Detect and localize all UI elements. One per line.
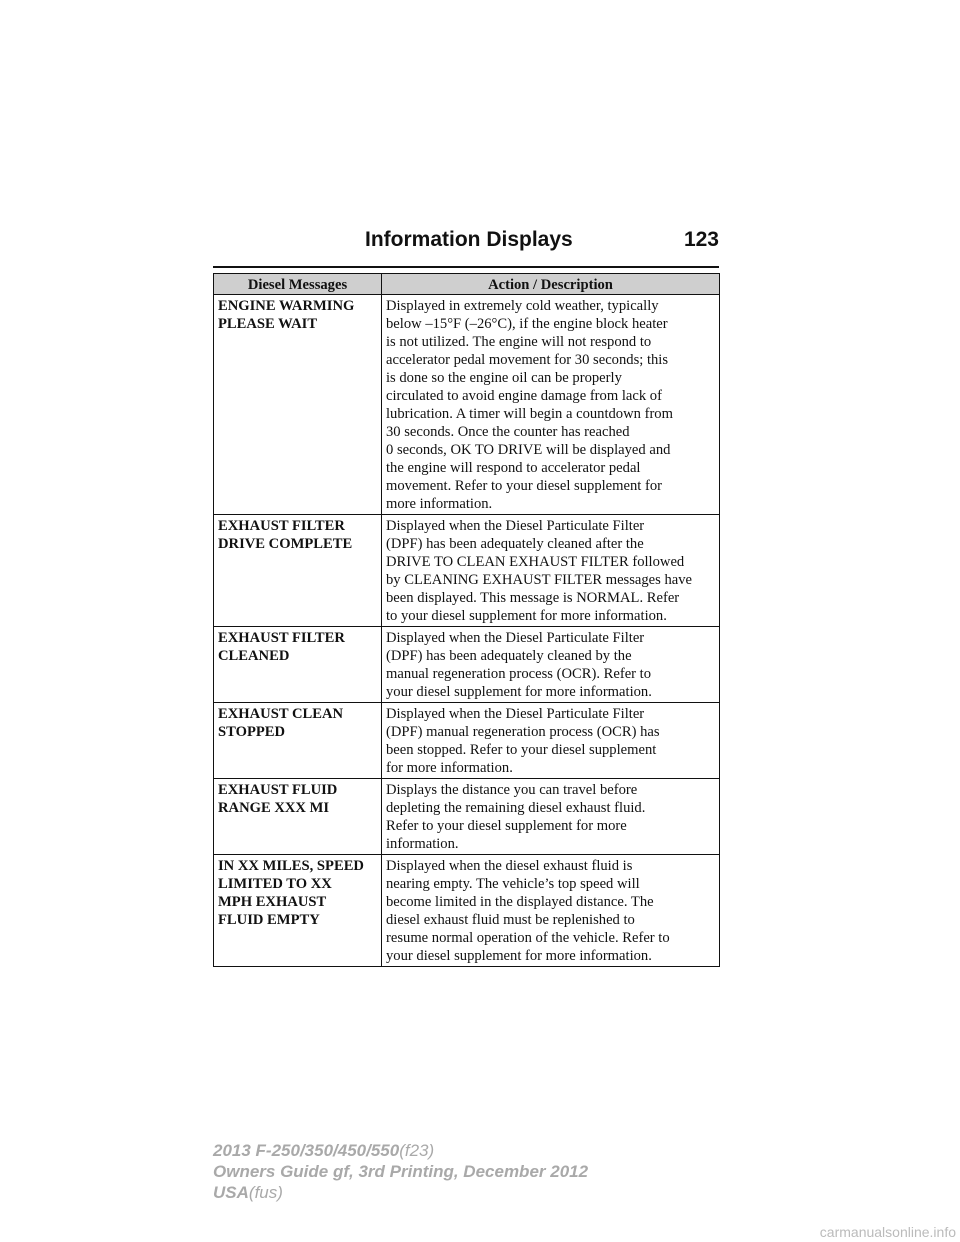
description-line: to your diesel supplement for more information. (386, 608, 667, 624)
message-line: EXHAUST FILTER (218, 518, 345, 534)
diesel-messages-table (213, 273, 720, 967)
message-cell (214, 855, 382, 967)
description-line: your diesel supplement for more information. (386, 948, 652, 964)
description-line: diesel exhaust fluid must be replenished to (386, 912, 635, 928)
message-cell (214, 627, 382, 703)
message-line: EXHAUST FLUID (218, 782, 338, 798)
page-footer (213, 1140, 588, 1203)
description-line: (DPF) manual regeneration process (OCR) has (386, 724, 660, 740)
description-line: by CLEANING EXHAUST FILTER messages have (386, 572, 693, 588)
description-line: for more information. (386, 760, 513, 776)
page-number: 123 (683, 228, 719, 251)
description-line: become limited in the displayed distance. The (386, 894, 654, 910)
description-line: been stopped. Refer to your diesel supplement (386, 742, 657, 758)
message-line: DRIVE COMPLETE (218, 536, 353, 552)
footer-printing: Owners Guide gf, 3rd Printing, December 2012 (213, 1162, 589, 1181)
description-cell (382, 855, 720, 967)
page-header (213, 228, 719, 262)
message-line: LIMITED TO XX (218, 876, 332, 892)
message-cell (214, 703, 382, 779)
description-line: Displayed when the Diesel Particulate Filter (386, 518, 645, 534)
table-row (214, 515, 720, 627)
message-line: EXHAUST FILTER (218, 630, 345, 646)
description-line: below –15°F (–26°C), if the engine block heater (386, 316, 668, 332)
description-line: Refer to your diesel supplement for more (386, 818, 627, 834)
description-line: Displayed when the diesel exhaust fluid is (386, 858, 633, 874)
description-cell (382, 703, 720, 779)
description-line: more information. (386, 496, 493, 512)
message-line: RANGE XXX MI (218, 800, 330, 816)
message-line: PLEASE WAIT (218, 316, 318, 332)
message-cell (214, 779, 382, 855)
table-row (214, 627, 720, 703)
description-line: the engine will respond to accelerator pedal (386, 460, 641, 476)
table-row (214, 295, 720, 515)
description-line: Displayed when the Diesel Particulate Filter (386, 630, 645, 646)
table-header-row (214, 274, 720, 295)
table-row (214, 779, 720, 855)
description-line: movement. Refer to your diesel supplement for (386, 478, 662, 494)
watermark-link[interactable]: carmanualsonline.info (741, 1222, 960, 1242)
description-line: is not utilized. The engine will not respond to (386, 334, 652, 350)
description-line: circulated to avoid engine damage from lack of (386, 388, 662, 404)
column-header-messages: Diesel Messages (214, 274, 382, 295)
description-line: (DPF) has been adequately cleaned after the (386, 536, 644, 552)
table-row (214, 855, 720, 967)
message-cell (214, 515, 382, 627)
description-line: manual regeneration process (OCR). Refer to (386, 666, 652, 682)
header-rule (213, 266, 719, 268)
message-line: MPH EXHAUST (218, 894, 327, 910)
description-line: nearing empty. The vehicle’s top speed will (386, 876, 640, 892)
message-line: IN XX MILES, SPEED (218, 858, 364, 874)
description-line: your diesel supplement for more information. (386, 684, 652, 700)
description-line: DRIVE TO CLEAN EXHAUST FILTER followed (386, 554, 685, 570)
section-title: Information Displays (365, 228, 573, 251)
description-cell (382, 627, 720, 703)
description-line: resume normal operation of the vehicle. Refer to (386, 930, 670, 946)
description-line: lubrication. A timer will begin a countdown from (386, 406, 673, 422)
message-line: STOPPED (218, 724, 286, 740)
footer-model: 2013 F-250/350/450/550 (213, 1141, 400, 1160)
table-row (214, 703, 720, 779)
description-line: Displays the distance you can travel before (386, 782, 638, 798)
description-line: 30 seconds. Once the counter has reached (386, 424, 630, 440)
description-line: information. (386, 836, 459, 852)
description-line: Displayed when the Diesel Particulate Filter (386, 706, 645, 722)
description-line: depleting the remaining diesel exhaust fluid. (386, 800, 646, 816)
footer-line-1 (213, 1140, 588, 1161)
description-line: been displayed. This message is NORMAL. Refer (386, 590, 680, 606)
description-line: 0 seconds, OK TO DRIVE will be displayed and (386, 442, 671, 458)
column-header-description: Action / Description (382, 274, 720, 295)
footer-line-3 (213, 1182, 588, 1203)
message-line: EXHAUST CLEAN (218, 706, 344, 722)
message-cell (214, 295, 382, 515)
description-line: accelerator pedal movement for 30 seconds; this (386, 352, 669, 368)
footer-market: USA (213, 1183, 249, 1202)
footer-line-2 (213, 1161, 588, 1182)
description-line: (DPF) has been adequately cleaned by the (386, 648, 632, 664)
message-line: ENGINE WARMING (218, 298, 355, 314)
description-line: Displayed in extremely cold weather, typically (386, 298, 659, 314)
description-cell (382, 295, 720, 515)
footer-market-code: (fus) (248, 1183, 283, 1202)
description-cell (382, 779, 720, 855)
description-cell (382, 515, 720, 627)
message-line: FLUID EMPTY (218, 912, 320, 928)
description-line: is done so the engine oil can be properly (386, 370, 622, 386)
footer-model-code: (f23) (399, 1141, 435, 1160)
message-line: CLEANED (218, 648, 290, 664)
